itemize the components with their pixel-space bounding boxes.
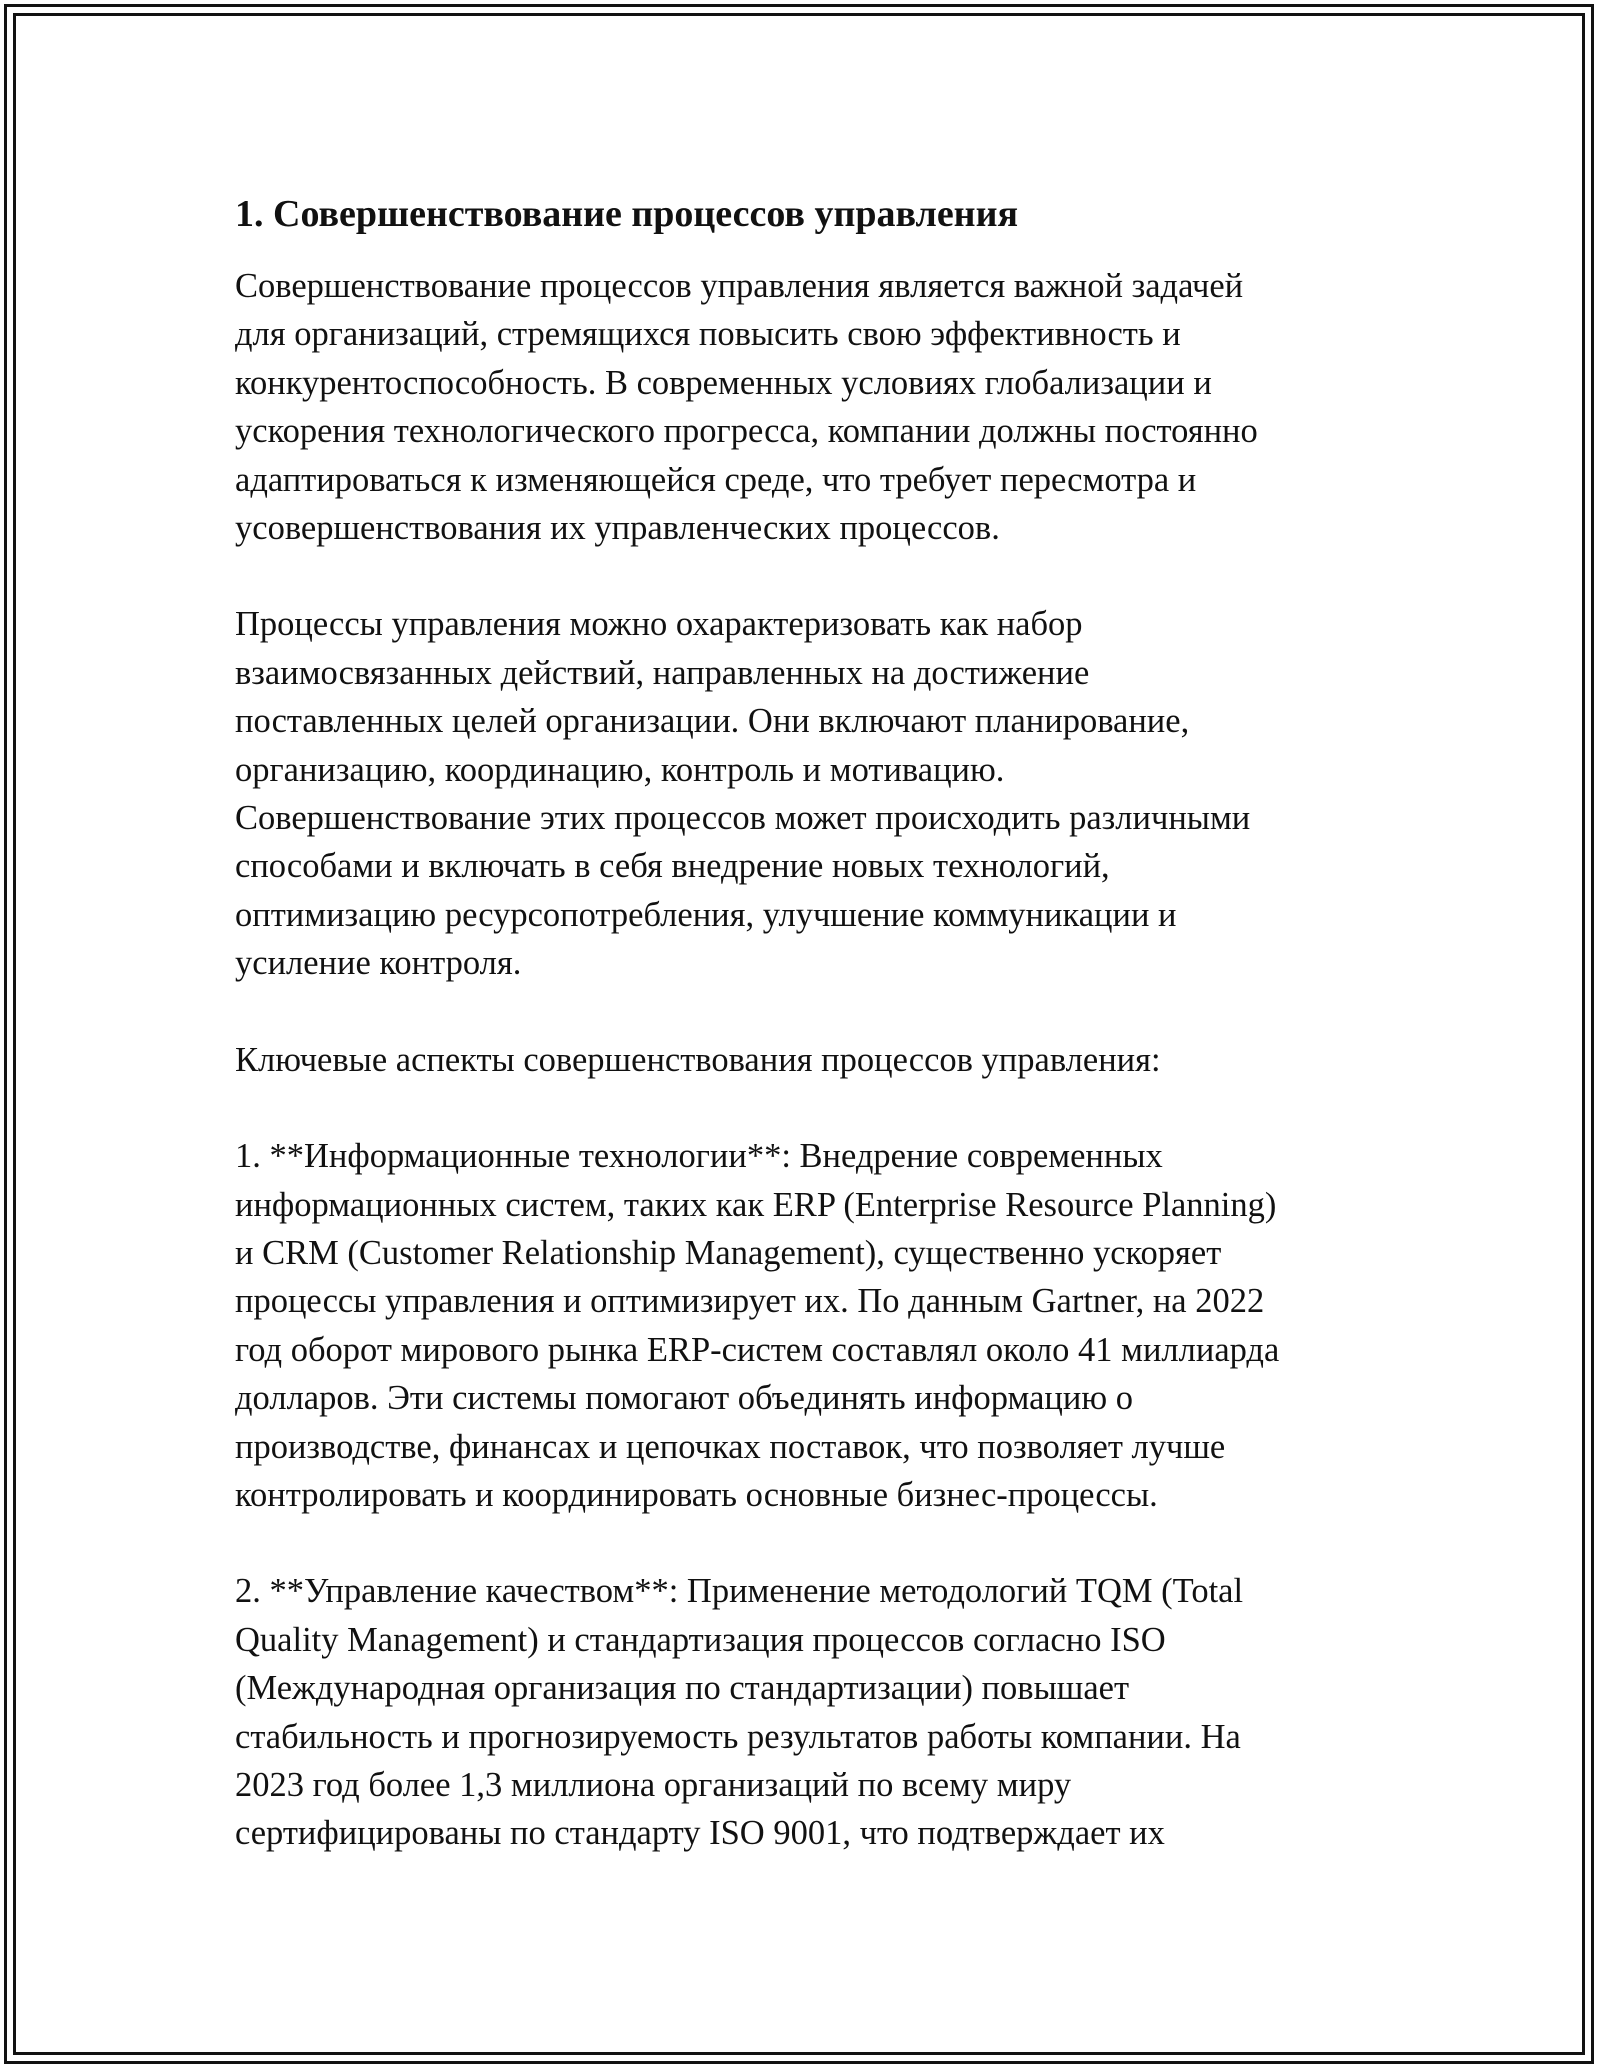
text-line: и CRM (Customer Relationship Management), существенно ускоряет bbox=[235, 1233, 1222, 1272]
document-page bbox=[235, 186, 1375, 1906]
text-line: организацию, координацию, контроль и мотивацию. bbox=[235, 750, 1005, 789]
text-line: взаимосвязанных действий, направленных на достижение bbox=[235, 653, 1090, 692]
text-line: поставленных целей организации. Они включают планирование, bbox=[235, 702, 1190, 741]
text-line: процессы управления и оптимизирует их. По данным Gartner, на 2022 bbox=[235, 1282, 1265, 1321]
text-line: контролировать и координировать основные бизнес-процессы. bbox=[235, 1475, 1158, 1514]
text-line: для организаций, стремящихся повысить свою эффективность и bbox=[235, 315, 1181, 354]
paragraph-key-aspects bbox=[235, 1036, 1375, 1084]
text-line: 2023 год более 1,3 миллиона организаций по всему миру bbox=[235, 1765, 1072, 1804]
text-line: долларов. Эти системы помогают объединять информацию о bbox=[235, 1379, 1133, 1418]
text-line: усовершенствования их управленческих процессов. bbox=[235, 509, 1000, 548]
text-line: усиление контроля. bbox=[235, 944, 522, 983]
text-line: Совершенствование этих процессов может происходить различными bbox=[235, 799, 1251, 838]
section-heading: 1. Совершенствование процессов управления bbox=[235, 193, 1019, 235]
text-line: конкурентоспособность. В современных условиях глобализации и bbox=[235, 363, 1212, 402]
paragraph-definition bbox=[235, 600, 1375, 987]
text-line: 1. **Информационные технологии**: Внедрение современных bbox=[235, 1137, 1163, 1176]
text-line: Quality Management) и стандартизация процессов согласно ISO bbox=[235, 1620, 1166, 1659]
text-line: сертифицированы по стандарту ISO 9001, что подтверждает их bbox=[235, 1814, 1165, 1853]
text-line: стабильность и прогнозируемость результатов работы компании. На bbox=[235, 1717, 1241, 1756]
text-line: производстве, финансах и цепочках поставок, что позволяет лучше bbox=[235, 1427, 1226, 1466]
text-line: информационных систем, таких как ERP (Enterprise Resource Planning) bbox=[235, 1185, 1277, 1224]
text-line: Ключевые аспекты совершенствования процессов управления: bbox=[235, 1040, 1161, 1079]
text-line: 2. **Управление качеством**: Применение методологий TQM (Total bbox=[235, 1572, 1244, 1611]
text-line: Совершенствование процессов управления является важной задачей bbox=[235, 267, 1244, 305]
text-line: ускорения технологического прогресса, компании должны постоянно bbox=[235, 412, 1258, 451]
text-line: год оборот мирового рынка ERP-систем составлял около 41 миллиарда bbox=[235, 1330, 1280, 1369]
list-item-information-technology bbox=[235, 1132, 1375, 1519]
text-line: оптимизацию ресурсопотребления, улучшение коммуникации и bbox=[235, 895, 1177, 934]
text-line: адаптироваться к изменяющейся среде, что требует пересмотра и bbox=[235, 460, 1197, 499]
text-line: способами и включать в себя внедрение новых технологий, bbox=[235, 847, 1110, 886]
text-line: (Международная организация по стандартизации) повышает bbox=[235, 1669, 1130, 1708]
text-line: Процессы управления можно охарактеризовать как набор bbox=[235, 605, 1083, 644]
paragraph-intro bbox=[235, 262, 1375, 552]
list-item-quality-management bbox=[235, 1567, 1375, 1857]
